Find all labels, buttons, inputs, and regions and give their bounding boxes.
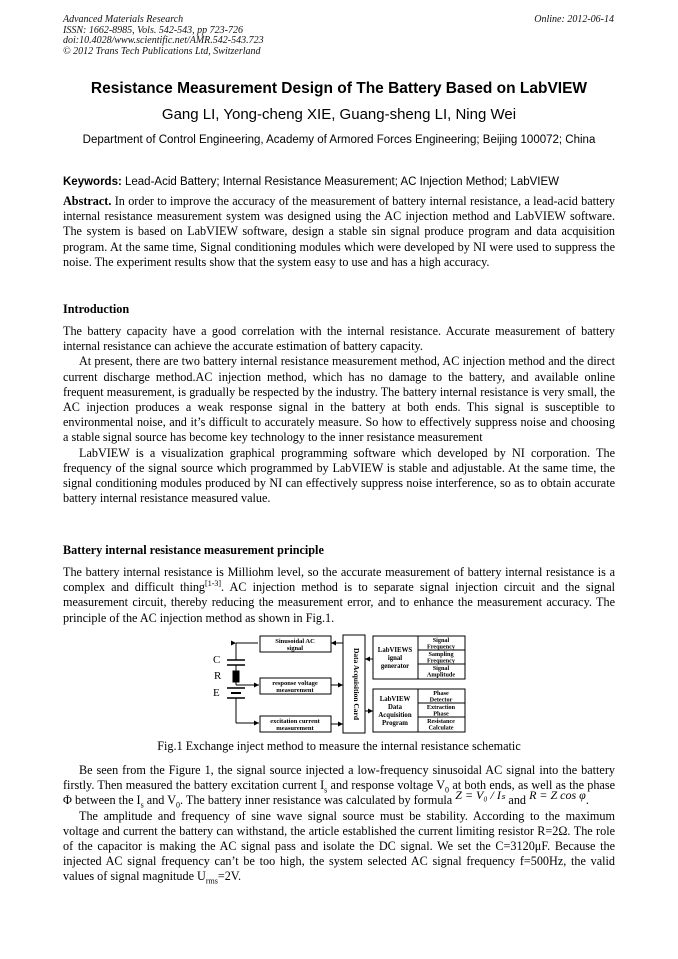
svg-text:Signal: Signal xyxy=(432,637,450,644)
svg-text:measurement: measurement xyxy=(276,725,314,732)
svg-text:Frequency: Frequency xyxy=(426,657,456,665)
svg-text:Extraction: Extraction xyxy=(426,704,456,711)
svg-text:ignal: ignal xyxy=(387,655,403,662)
svg-text:Resistance: Resistance xyxy=(427,718,455,725)
subscript: 0 xyxy=(176,800,181,810)
box-labview-data-acquisition-program xyxy=(373,689,465,732)
label-r: R xyxy=(214,670,222,682)
svg-text:Data Acquisition Card: Data Acquisition Card xyxy=(352,647,361,721)
subscript: rms xyxy=(205,876,218,886)
figure-1-caption: Fig.1 Exchange inject method to measure the internal resistance schematic xyxy=(157,739,521,753)
journal-header xyxy=(63,15,264,57)
subscript: s xyxy=(324,785,328,795)
results-body xyxy=(63,763,615,885)
svg-text:measurement: measurement xyxy=(276,687,314,694)
formula-impedance: Z = V₀ / Iₛ xyxy=(455,788,506,803)
svg-text:LabVIEWS: LabVIEWS xyxy=(377,647,413,654)
doi: doi:10.4028/www.scientific.net/AMR.542-543.723 xyxy=(63,35,264,46)
text: at both ends, as well as the phase Φ between the I xyxy=(63,778,615,808)
svg-text:Signal: Signal xyxy=(432,665,450,672)
box-labview-signal-generator xyxy=(373,636,465,679)
svg-text:Calculate: Calculate xyxy=(428,724,454,732)
text: . The battery inner resistance was calculated by formula xyxy=(180,793,456,808)
formula-resistance: R = Z cos φ xyxy=(529,788,586,803)
svg-text:generator: generator xyxy=(380,663,410,670)
text: and xyxy=(505,793,530,808)
battery-circuit xyxy=(227,643,259,723)
svg-text:signal: signal xyxy=(286,645,304,652)
issn: ISSN: 1662-8985, Vols. 542-543, pp 723-726 xyxy=(63,24,243,36)
svg-text:Phase: Phase xyxy=(433,690,449,697)
label-c: C xyxy=(213,654,221,666)
text: . xyxy=(585,793,589,808)
box-data-acquisition-card xyxy=(343,635,365,733)
copyright: © 2012 Trans Tech Publications Ltd, Switzerland xyxy=(63,45,261,57)
svg-text:Frequency: Frequency xyxy=(426,643,456,651)
principle-text-a: The battery internal resistance is Milliohm level, so the accurate measurement of battery internal resistance is a complex and difficult thing xyxy=(63,565,615,595)
section-heading-principle: Battery internal resistance measurement principle xyxy=(63,543,324,557)
intro-paragraph-2: At present, there are two battery internal resistance measurement method, AC injection method and the direct current discharge method.AC injection method, which has no damage to the battery, and available online frequent measurement, is gradually be respected by the industry. The battery internal resistance is very small, the AC injection produces a weak response signal in the battery at both ends. This signal is susceptible to environmental noise, and it’s difficult to accurately measure. So how to effectively suppress noise and choosing a stable signal source has become key technology to the inner resistance measurement xyxy=(63,354,615,445)
label-e: E xyxy=(213,687,220,699)
citation-ref: [1-3] xyxy=(205,579,222,589)
text: and response voltage V xyxy=(327,778,446,793)
journal-name: Advanced Materials Research xyxy=(63,14,184,25)
svg-text:excitation current: excitation current xyxy=(270,718,320,725)
subscript: 0 xyxy=(445,785,450,795)
text: The amplitude and frequency of sine wave signal source must be stability. According to the maximum voltage and current the battery can withstand, the article established the current limiting resistor R=2Ω. The role of the capacitor is making the AC signal pass and isolate the DC signal. We set the C=3120μF. Because the injected AC signal frequency can’t be too high, the system selected AC signal frequency f=500Hz, the valid values of signal magnitude U xyxy=(63,808,615,884)
svg-text:Amplitude: Amplitude xyxy=(426,671,456,679)
paper-title: Resistance Measurement Design of The Battery Based on LabVIEW xyxy=(90,80,588,97)
affiliation: Department of Control Engineering, Academy of Armored Forces Engineering; Beijing 100072; China xyxy=(82,134,596,146)
svg-text:Phase: Phase xyxy=(433,710,449,718)
svg-text:Detector: Detector xyxy=(429,696,453,704)
abstract-label: Abstract. xyxy=(63,194,112,208)
svg-text:Program: Program xyxy=(382,720,408,727)
box-excitation-current-measurement xyxy=(260,716,331,732)
figure-1-schematic xyxy=(213,632,470,736)
online-date: Online: 2012-06-14 xyxy=(534,14,614,25)
text: Be seen from the Figure 1, the signal source injected a low-frequency sinusoidal AC signal into the battery firstly. Then measured the battery excitation current I xyxy=(63,763,615,793)
keywords xyxy=(63,176,559,188)
box-sinusoidal-ac-signal xyxy=(260,636,331,652)
box-response-voltage-measurement xyxy=(260,678,331,694)
keywords-label: Keywords: xyxy=(63,176,122,188)
keywords-text: Lead-Acid Battery; Internal Resistance Measurement; AC Injection Method; LabVIEW xyxy=(121,176,560,188)
introduction-body xyxy=(63,324,615,506)
authors: Gang LI, Yong-cheng XIE, Guang-sheng LI, Ning Wei xyxy=(161,106,517,123)
svg-text:Acquisition: Acquisition xyxy=(378,712,412,719)
text: and V xyxy=(143,793,177,808)
svg-text:Data: Data xyxy=(388,704,402,711)
svg-text:LabVIEW: LabVIEW xyxy=(379,696,411,703)
abstract-text: In order to improve the accuracy of the measurement of battery internal resistance, a lead-acid battery internal resistance measurement system was designed using the AC injection method and LabVIEW software. The system is based on LabVIEW software, design a stable sin signal produce program and data acquisition program. At the same time, Signal conditioning modules which were developed by NI were used to suppress the noise. The experiment results show that the system easy to use and has a high accuracy. xyxy=(63,194,615,269)
text: =2V. xyxy=(217,869,242,884)
principle-body xyxy=(63,565,615,626)
section-heading-introduction: Introduction xyxy=(63,302,130,316)
subscript: s xyxy=(140,800,144,810)
principle-text-b: . AC injection method is to separate signal injection circuit and the signal measurement circuit, thereby reducing the measurement error, and to enhance the measurement accuracy. The principle of the AC injection method as shown in Fig.1. xyxy=(63,580,615,625)
abstract xyxy=(63,194,615,270)
svg-text:Sampling: Sampling xyxy=(428,651,454,658)
svg-text:response voltage: response voltage xyxy=(272,680,318,687)
intro-paragraph-3: LabVIEW is a visualization graphical programming software which developed by NI corporation. The frequency of the signal source which programmed by LabVIEW is stable and adjustable. At the same time, the signal conditioning modules produced by NI can effectively suppress noise interference, so as to obtain accurate battery internal resistance measured value. xyxy=(63,445,615,506)
svg-text:Sinusoidal AC: Sinusoidal AC xyxy=(275,638,315,645)
intro-paragraph-1: The battery capacity have a good correlation with the internal resistance. Accurate measurement of battery internal resistance can achieve the accurate estimation of battery capacity. xyxy=(63,324,615,354)
